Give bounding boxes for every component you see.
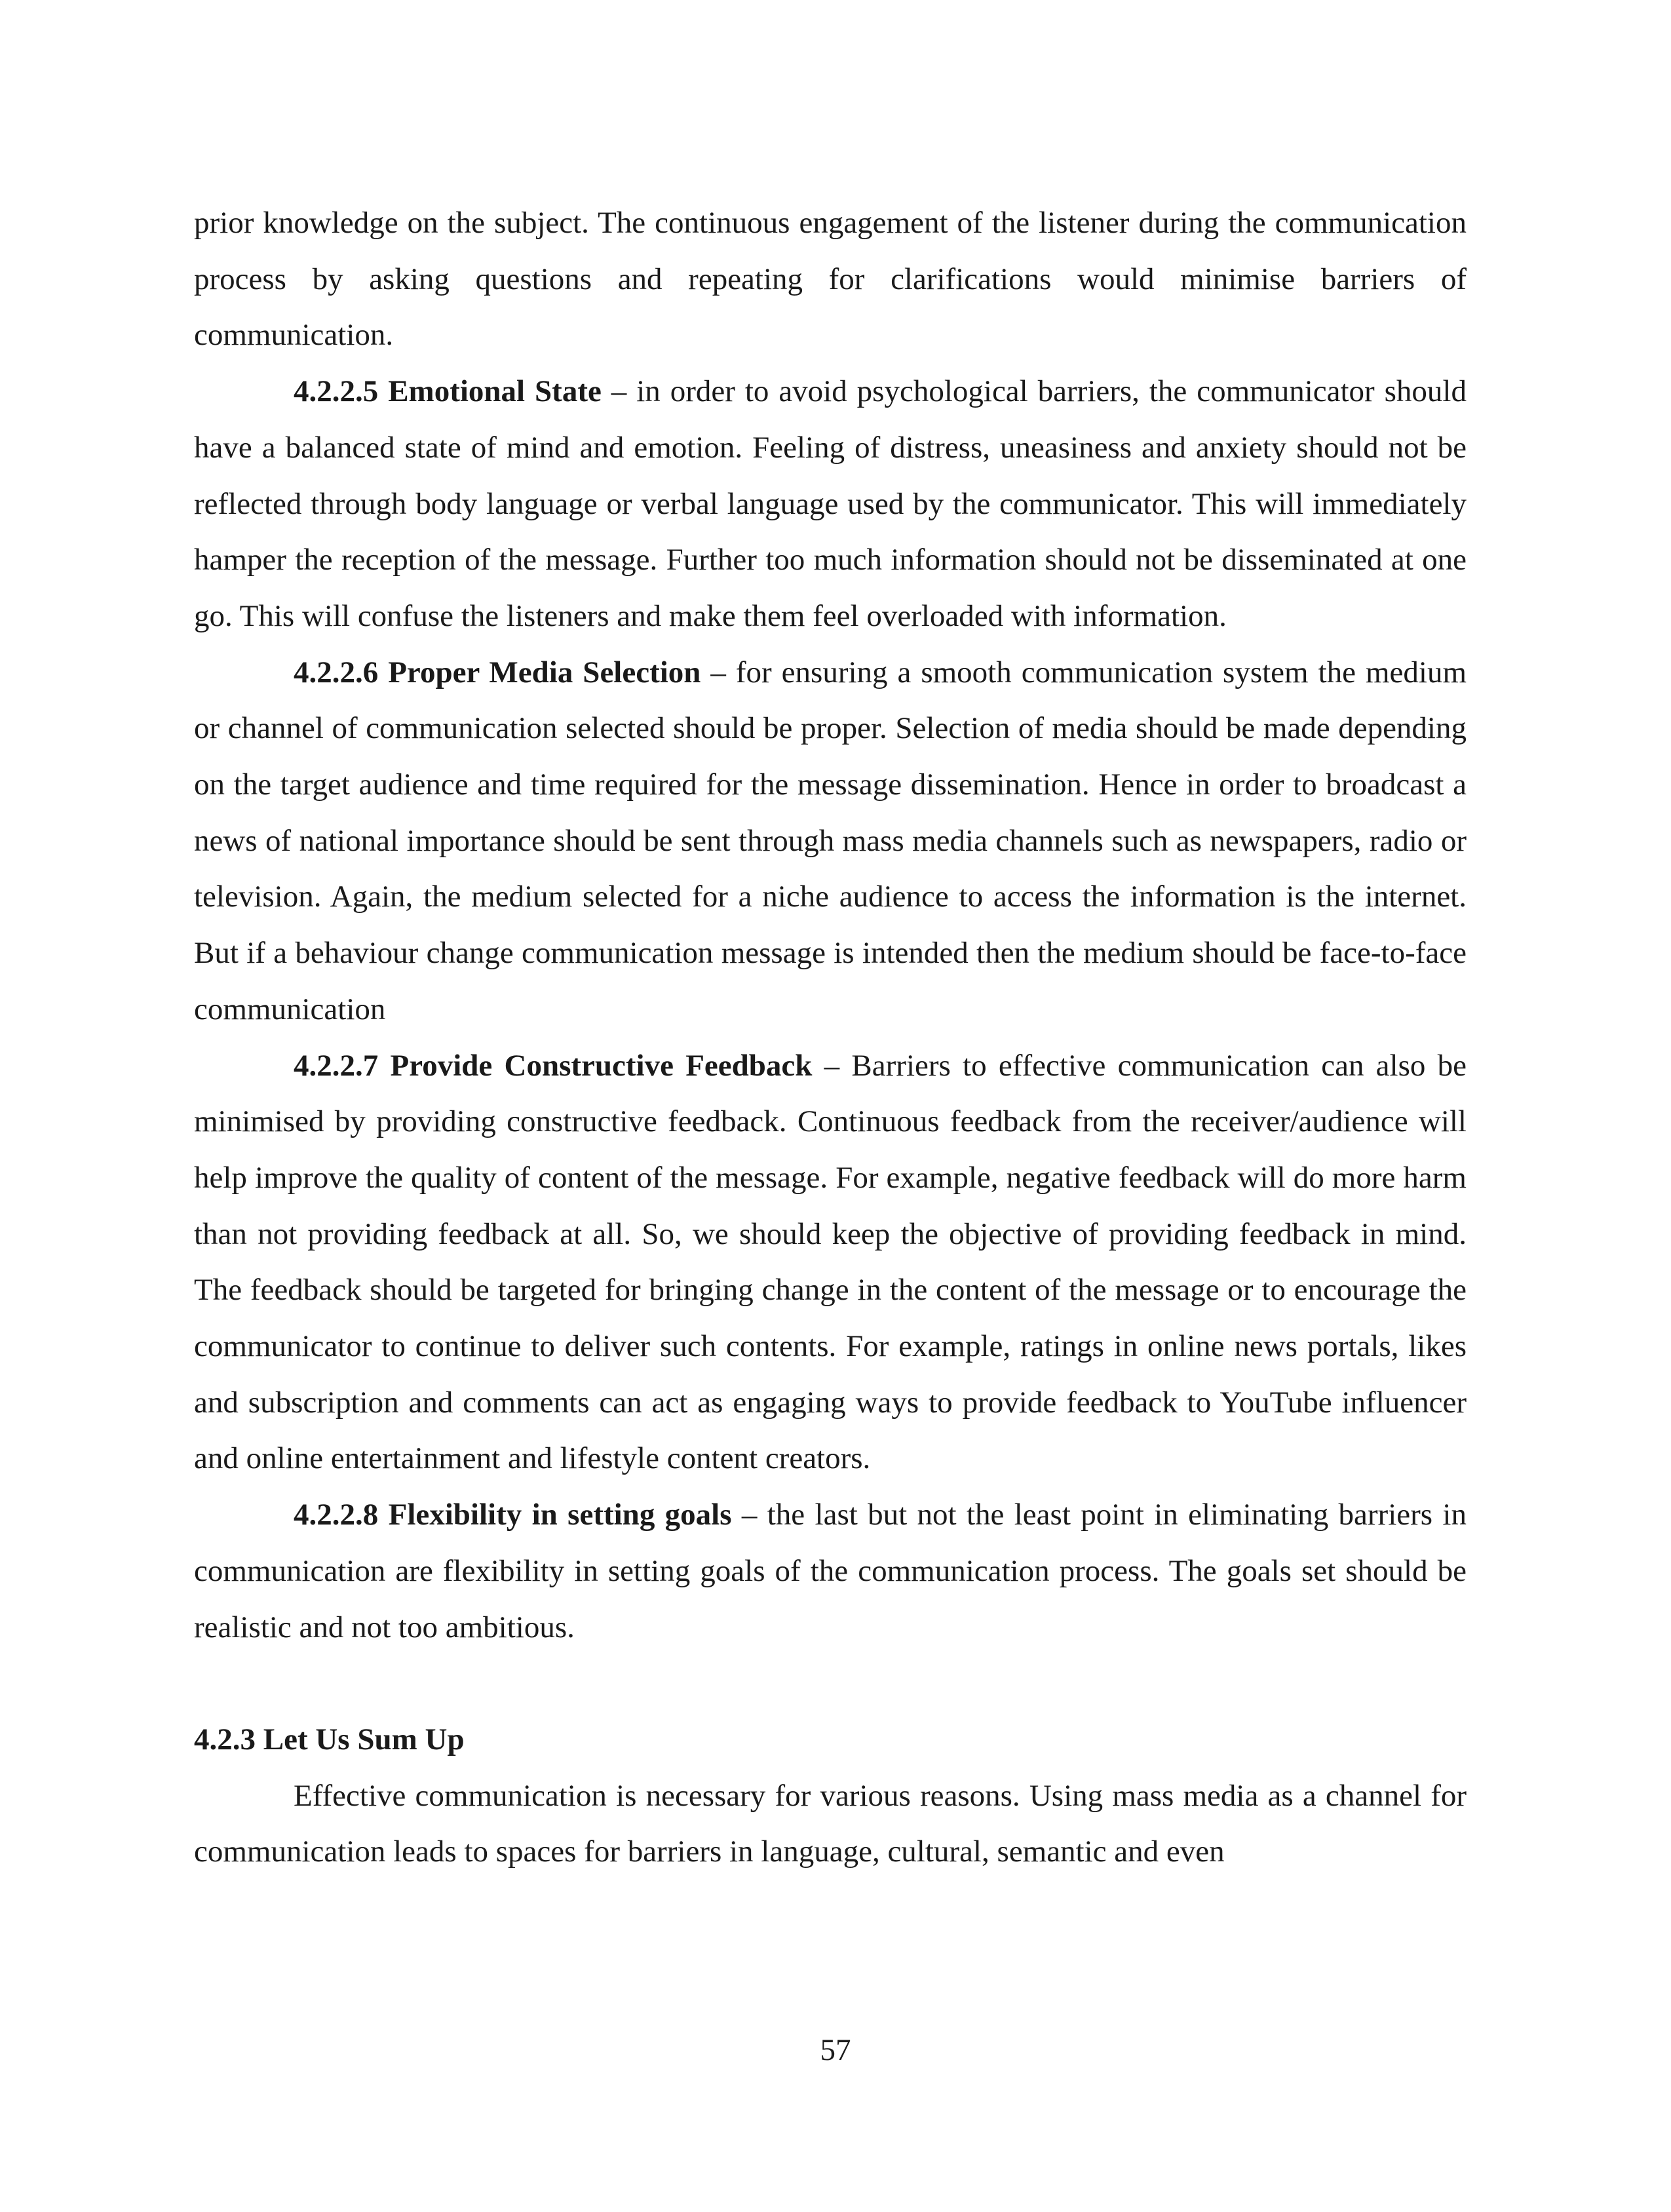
subheading-flexibility-goals: 4.2.2.8 Flexibility in setting goals [294, 1498, 732, 1532]
paragraph-constructive-feedback-text: – Barriers to effective communication can also be minimised by providing constructive feedback. Continuous feedback from the receiver/audience will help improve the quality of content of the message. For example, negative feedback will do more harm than not providing feedback at all. So, we should keep the objective of providing feedback in mind. The feedback should be targeted for bringing change in the content of the message or to encourage the communicator to continue to deliver such contents. For example, ratings in online news portals, likes and subscription and comments can act as engaging ways to provide feedback to YouTube influencer and online entertainment and lifestyle content creators. [194, 1048, 1467, 1476]
paragraph-sum-up: Effective communication is necessary for various reasons. Using mass media as a channel for communication leads to spaces for barriers in language, cultural, semantic and even [194, 1778, 1467, 1869]
subheading-media-selection: 4.2.2.6 Proper Media Selection [294, 655, 701, 689]
paragraph-flexibility-goals-text: – the last but not the least point in eliminating barriers in communication are flexibility in setting goals of the communication process. The goals set should be realistic and not too ambitious. [194, 1498, 1467, 1644]
paragraph-emotional-state [194, 364, 1467, 645]
subheading-constructive-feedback: 4.2.2.7 Provide Constructive Feedback [294, 1048, 813, 1083]
page-number: 57 [820, 2033, 851, 2067]
document-page [194, 195, 1467, 1880]
section-spacer [194, 1656, 1467, 1712]
paragraph-prior-knowledge: prior knowledge on the subject. The continuous engagement of the listener during the communication process by asking questions and repeating for clarifications would minimise barriers of communication. [194, 206, 1467, 353]
paragraph-media-selection [194, 645, 1467, 1038]
subheading-emotional-state: 4.2.2.5 Emotional State [294, 374, 602, 409]
paragraph-flexibility-goals [194, 1487, 1467, 1656]
paragraph-media-selection-text: – for ensuring a smooth communication system the medium or channel of communication selected should be proper. Selection of media should be made depending on the target audience and time required for the message dissemination. Hence in order to broadcast a news of national importance should be sent through mass media channels such as newspapers, radio or television. Again, the medium selected for a niche audience to access the information is the internet. But if a behaviour change communication message is intended then the medium should be face-to-face communication [194, 655, 1467, 1026]
paragraph-emotional-state-text: – in order to avoid psychological barriers, the communicator should have a balanced state of mind and emotion. Feeling of distress, uneasiness and anxiety should not be reflected through body language or verbal language used by the communicator. This will immediately hamper the reception of the message. Further too much information should not be disseminated at one go. This will confuse the listeners and make them feel overloaded with information. [194, 374, 1467, 633]
paragraph-constructive-feedback [194, 1038, 1467, 1488]
section-heading-sum-up: 4.2.3 Let Us Sum Up [194, 1722, 465, 1756]
